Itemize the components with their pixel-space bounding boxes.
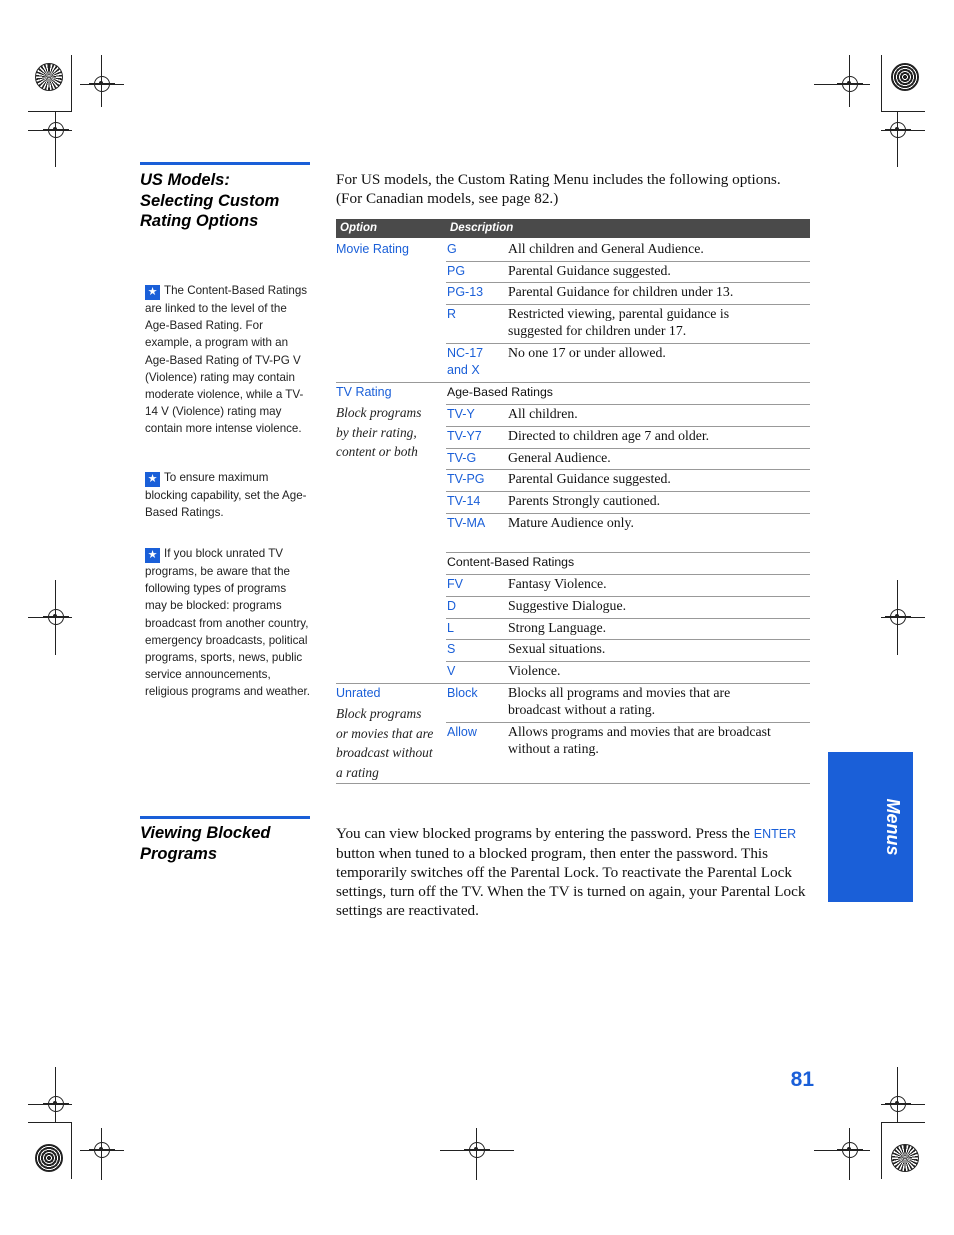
header-description: Description: [450, 222, 514, 234]
rating-desc: No one 17 or under allowed.: [508, 345, 666, 360]
section-tab: [828, 752, 913, 902]
rating-desc: Blocks all programs and movies that are broadcast without a rating.: [508, 685, 731, 717]
rating-desc: Sexual situations.: [508, 641, 606, 656]
heading-rule: [140, 816, 310, 819]
lightbulb-icon: ★: [145, 548, 160, 563]
rating-code: Allow: [447, 725, 477, 739]
rating-desc: General Audience.: [508, 450, 611, 465]
rating-desc: Suggestive Dialogue.: [508, 598, 627, 613]
intro-paragraph: For US models, the Custom Rating Menu includes the following options. (For Canadian models, see page 82.): [336, 171, 781, 207]
rating-code: TV-MA: [447, 516, 486, 530]
rating-code: Block: [447, 686, 478, 700]
registration-star-icon: [35, 63, 63, 91]
tip-content-ratings: ★ The Content-Based Ratings are linked to the level of the Age-Based Rating. For example, a program with an Age-Based Rating of TV-PG V (Violence) rating may contain moderate violence, while a TV-14 V (Violence) rating may contain more intense violence.: [145, 284, 308, 436]
rating-desc: Parental Guidance suggested.: [508, 263, 671, 278]
rating-code: PG-13: [447, 285, 484, 299]
rating-desc: Directed to children age 7 and older.: [508, 428, 710, 443]
rating-desc: Strong Language.: [508, 620, 607, 635]
option-tv-rating: TV Rating: [336, 385, 392, 399]
rating-code: S: [447, 642, 456, 656]
rating-code: PG: [447, 264, 466, 278]
rating-desc: Parents Strongly cautioned.: [508, 493, 661, 508]
lightbulb-icon: ★: [145, 472, 160, 487]
enter-button-label: ENTER: [753, 827, 797, 841]
registration-star-icon: [891, 63, 919, 91]
section-title-us-models: US Models: Selecting Custom Rating Options: [140, 171, 280, 230]
tip-unrated: ★ If you block unrated TV programs, be aware that the following types of programs may be blocked: programs broadcast from another country, emergency broadcasts, political programs, sports, news, public service announcements, religious programs and weather.: [145, 547, 310, 699]
section-title-viewing-blocked: Viewing Blocked Programs: [140, 824, 271, 863]
rating-desc: Restricted viewing, parental guidance is suggested for children under 17.: [508, 306, 730, 338]
rating-code: L: [447, 621, 454, 635]
rating-desc: All children.: [508, 406, 578, 421]
age-based-heading: Age-Based Ratings: [447, 385, 553, 399]
rating-desc: Violence.: [508, 663, 561, 678]
option-unrated: Unrated: [336, 686, 381, 700]
viewing-blocked-paragraph: You can view blocked programs by entering the password. Press the ENTER button when tuned to a blocked program, then enter the password. This temporarily switches off the Parental Lock. To reactivate the Parental Lock settings, turn off the TV. When the TV is turned on again, your Parental Lock settings are reactivated.: [336, 825, 806, 919]
header-option: Option: [340, 222, 378, 234]
heading-rule: [140, 162, 310, 165]
section-tab-label: Menus: [883, 798, 903, 856]
rating-desc: Parental Guidance suggested.: [508, 471, 671, 486]
rating-desc: Parental Guidance for children under 13.: [508, 284, 734, 299]
registration-star-icon: [35, 1144, 63, 1172]
rating-code: TV-Y7: [447, 429, 482, 443]
table-header: [336, 219, 810, 238]
option-movie-rating: Movie Rating: [336, 242, 409, 256]
rating-code: TV-G: [447, 451, 477, 465]
rating-code: TV-Y: [447, 407, 475, 421]
unrated-note: Block programs or movies that are broadcast without a rating: [336, 706, 434, 780]
rating-desc: Fantasy Violence.: [508, 576, 607, 591]
rating-desc: All children and General Audience.: [508, 241, 704, 256]
tip-age-ratings: ★ To ensure maximum blocking capability, set the Age-Based Ratings.: [145, 471, 307, 520]
lightbulb-icon: ★: [145, 285, 160, 300]
page-number: 81: [790, 1068, 814, 1091]
rating-code: TV-14: [447, 494, 481, 508]
content-based-heading: Content-Based Ratings: [447, 555, 575, 569]
rating-code: NC-17 and X: [447, 346, 484, 377]
rating-desc: Allows programs and movies that are broadcast without a rating.: [508, 724, 771, 756]
rating-code: R: [447, 307, 457, 321]
tv-rating-note: Block programs by their rating, content or both: [336, 405, 422, 459]
rating-code: V: [447, 664, 456, 678]
rating-code: D: [447, 599, 457, 613]
rating-desc: Mature Audience only.: [508, 515, 634, 530]
registration-star-icon: [891, 1144, 919, 1172]
rating-code: TV-PG: [447, 472, 485, 486]
rating-code: FV: [447, 577, 463, 591]
rating-code: G: [447, 242, 457, 256]
